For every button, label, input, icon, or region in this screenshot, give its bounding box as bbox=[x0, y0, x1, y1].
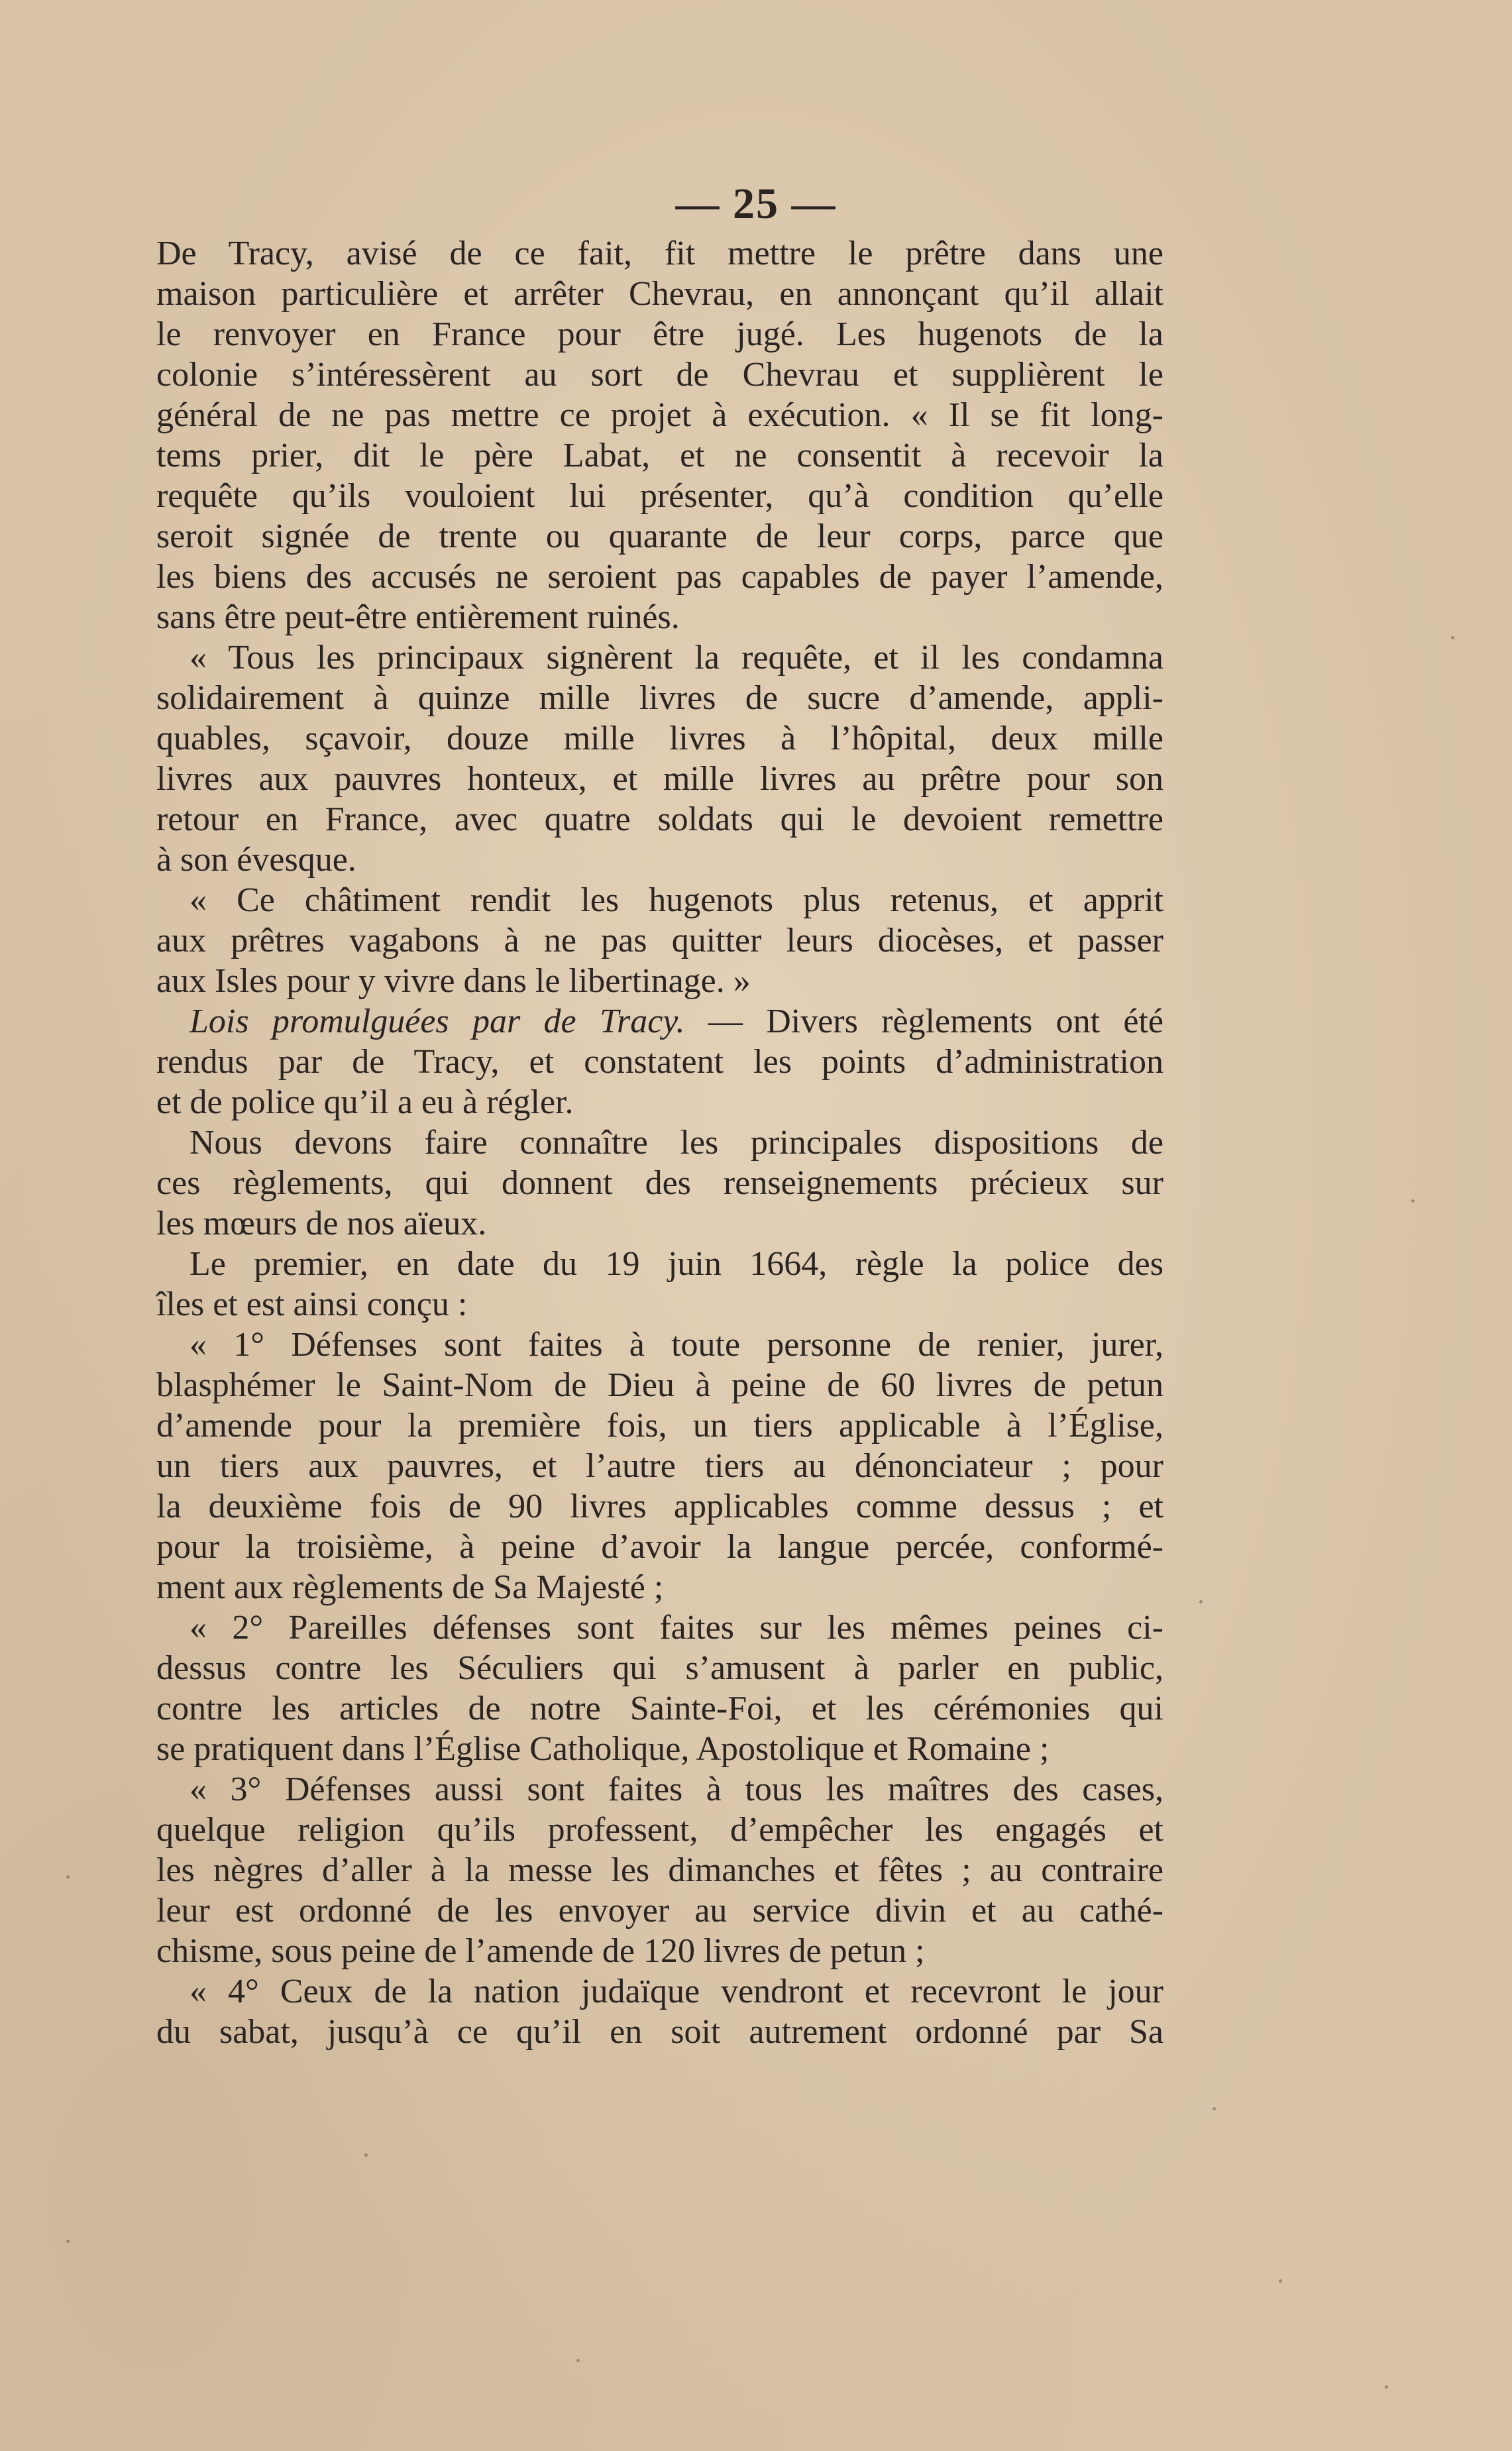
text-line: chisme, sous peine de l’amende de 120 livres de petun ; bbox=[156, 1932, 925, 1970]
text-line: sans être peut-être entièrement ruinés. bbox=[156, 598, 680, 636]
page-number: — 25 — bbox=[675, 180, 837, 228]
text-line: les mœurs de nos aïeux. bbox=[156, 1205, 487, 1242]
text-line: et de police qu’il a eu à régler. bbox=[156, 1083, 574, 1121]
text-line: « Ce châtiment rendit les hugenots plus retenus, et apprit bbox=[189, 881, 1163, 919]
text-line: pour la troisième, à peine d’avoir la langue percée, conformé- bbox=[156, 1528, 1163, 1566]
text-line: îles et est ainsi conçu : bbox=[156, 1285, 468, 1323]
paper-speck bbox=[1451, 636, 1454, 639]
text-line: les biens des accusés ne seroient pas capables de payer l’amende, bbox=[156, 558, 1163, 596]
text-line: « 3° Défenses aussi sont faites à tous les maîtres des cases, bbox=[189, 1770, 1163, 1808]
text-line: seroit signée de trente ou quarante de leur corps, parce que bbox=[156, 517, 1163, 555]
text-line: dessus contre les Séculiers qui s’amusent à parler en public, bbox=[156, 1649, 1163, 1687]
text-line: à son évesque. bbox=[156, 841, 356, 879]
text-line: contre les articles de notre Sainte-Foi, et les cérémonies qui bbox=[156, 1690, 1163, 1727]
text-line: maison particulière et arrêter Chevrau, en annonçant qu’il allait bbox=[156, 275, 1163, 313]
text-line: du sabat, jusqu’à ce qu’il en soit autrement ordonné par Sa bbox=[156, 2013, 1163, 2051]
text-line: « 1° Défenses sont faites à toute personne de renier, jurer, bbox=[189, 1326, 1163, 1364]
paper-speck bbox=[1411, 1199, 1415, 1203]
text-line: général de ne pas mettre ce projet à exécution. « Il se fit long- bbox=[156, 396, 1163, 434]
text-line: un tiers aux pauvres, et l’autre tiers au dénonciateur ; pour bbox=[156, 1447, 1163, 1485]
paper-speck bbox=[1385, 2385, 1388, 2389]
text-line: Nous devons faire connaître les principales dispositions de bbox=[189, 1124, 1163, 1162]
body-text bbox=[156, 233, 1163, 2052]
section-heading-rest: — Divers règlements ont été bbox=[684, 1003, 1164, 1040]
text-line: blasphémer le Saint-Nom de Dieu à peine de 60 livres de petun bbox=[156, 1366, 1163, 1404]
paper-speck bbox=[1279, 2279, 1282, 2283]
text-line: quables, sçavoir, douze mille livres à l’hôpital, deux mille bbox=[156, 720, 1163, 757]
text-line: le renvoyer en France pour être jugé. Les hugenots de la bbox=[156, 315, 1163, 353]
text-line: quelque religion qu’ils professent, d’empêcher les engagés et bbox=[156, 1811, 1163, 1849]
text-line: colonie s’intéressèrent au sort de Chevrau et supplièrent le bbox=[156, 356, 1163, 394]
text-line: tems prier, dit le père Labat, et ne consentit à recevoir la bbox=[156, 437, 1163, 474]
paper-speck bbox=[1199, 1600, 1203, 1604]
paper-speck bbox=[66, 2240, 70, 2243]
paper-speck bbox=[1213, 2107, 1216, 2110]
text-line: livres aux pauvres honteux, et mille livres au prêtre pour son bbox=[156, 760, 1163, 798]
text-line: « 2° Pareilles défenses sont faites sur les mêmes peines ci- bbox=[189, 1609, 1163, 1647]
text-line: aux prêtres vagabons à ne pas quitter leurs diocèses, et passer bbox=[156, 922, 1163, 959]
text-line: ment aux règlements de Sa Majesté ; bbox=[156, 1568, 664, 1606]
text-line: aux Isles pour y vivre dans le libertinage. » bbox=[156, 962, 751, 1000]
text-line: retour en France, avec quatre soldats qui le devoient remettre bbox=[156, 800, 1163, 838]
text-line: solidairement à quinze mille livres de sucre d’amende, appli- bbox=[156, 679, 1163, 717]
text-line: ces règlements, qui donnent des renseignements précieux sur bbox=[156, 1164, 1163, 1202]
text-line: leur est ordonné de les envoyer au service divin et au cathé- bbox=[156, 1892, 1163, 1930]
text-line: Le premier, en date du 19 juin 1664, règle la police des bbox=[189, 1245, 1163, 1283]
paper-speck bbox=[66, 1875, 70, 1879]
paper-speck bbox=[364, 2153, 368, 2157]
text-line: se pratiquent dans l’Église Catholique, Apostolique et Romaine ; bbox=[156, 1730, 1050, 1768]
text-line: la deuxième fois de 90 livres applicables comme dessus ; et bbox=[156, 1488, 1163, 1525]
text-line: d’amende pour la première fois, un tiers applicable à l’Église, bbox=[156, 1407, 1163, 1444]
text-line: De Tracy, avisé de ce fait, fit mettre le prêtre dans une bbox=[156, 235, 1163, 272]
text-line: rendus par de Tracy, et constatent les points d’administration bbox=[156, 1043, 1163, 1081]
paper-speck bbox=[576, 2359, 580, 2362]
text-line: requête qu’ils vouloient lui présenter, qu’à condition qu’elle bbox=[156, 477, 1163, 515]
section-heading-line bbox=[156, 1001, 1163, 1042]
section-heading: Lois promulguées par de Tracy. bbox=[189, 1003, 685, 1040]
text-line: « Tous les principaux signèrent la requête, et il les condamna bbox=[189, 639, 1163, 677]
text-line: « 4° Ceux de la nation judaïque vendront et recevront le jour bbox=[189, 1973, 1163, 2010]
text-line: les nègres d’aller à la messe les dimanches et fêtes ; au contraire bbox=[156, 1851, 1163, 1889]
